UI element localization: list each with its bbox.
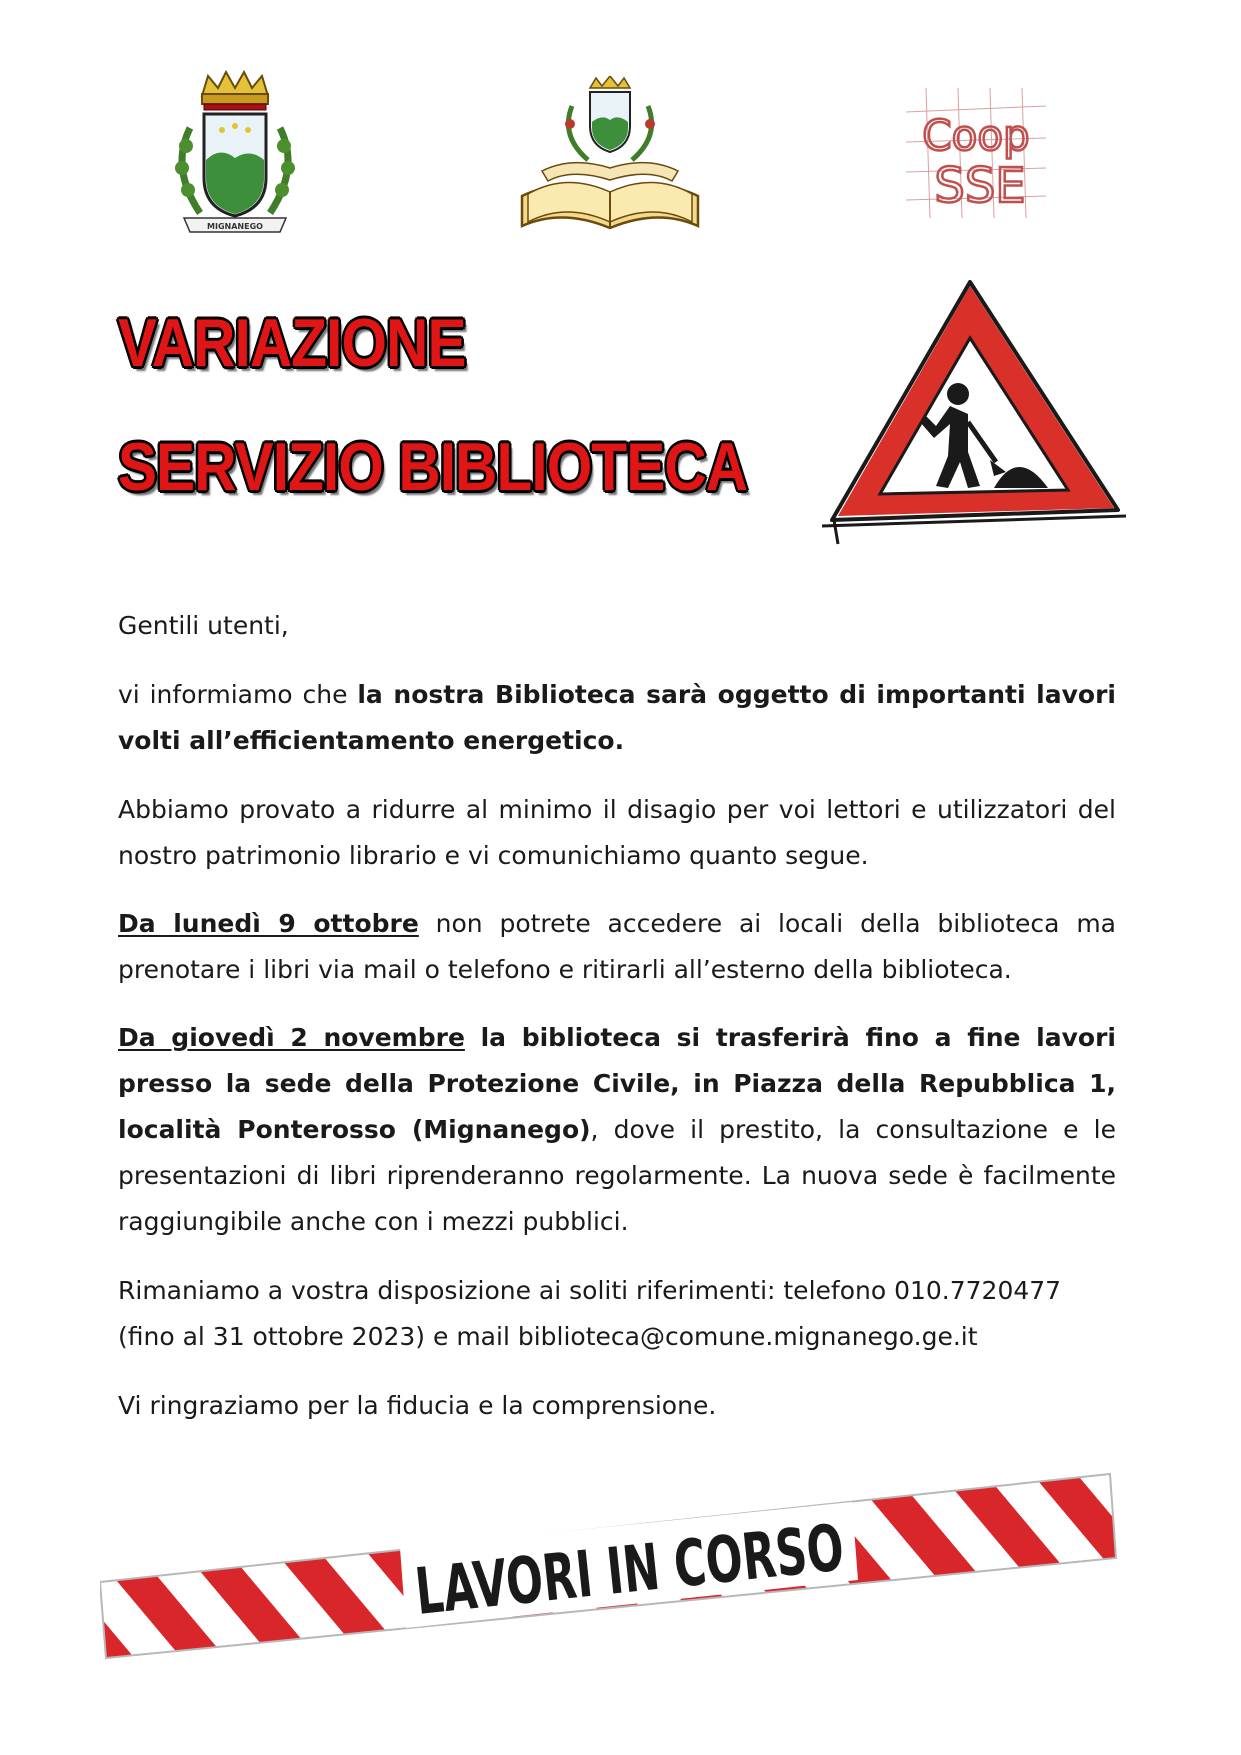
mignanego-coat-of-arms-logo: [160, 68, 310, 238]
title-line-1: VARIAZIONE: [118, 305, 466, 381]
november-date: Da giovedì 2 novembre: [118, 1023, 465, 1052]
coop-sse-logo: [896, 82, 1056, 222]
november-paragraph: [118, 1015, 1116, 1245]
october-date: Da lunedì 9 ottobre: [118, 909, 419, 938]
intro-bold-text: la nostra Biblioteca sarà oggetto di importanti lavori volti all’efficientamento energetico.: [118, 680, 1116, 755]
contacts-paragraph: Rimaniamo a vostra disposizione ai soliti riferimenti: telefono 010.7720477 (fino al 31 ottobre 2023) e mail biblioteca@comune.mignanego.ge.it: [118, 1276, 1062, 1351]
svg-text:Coop: Coop: [922, 111, 1030, 160]
thanks-paragraph: Vi ringraziamo per la fiducia e la comprensione.: [118, 1391, 717, 1420]
tape-label: LAVORI IN CORSO: [411, 1489, 1052, 1630]
library-emblem-logo: [512, 76, 708, 242]
title-line-2: SERVIZIO BIBLIOTECA: [118, 429, 748, 505]
lavori-in-corso-tape: [100, 1452, 1120, 1672]
apology-paragraph: Abbiamo provato a ridurre al minimo il disagio per voi lettori e utilizzatori del nostro patrimonio librario e vi comunichiamo quanto segue.: [118, 795, 1116, 870]
november-bold-text: la biblioteca si trasferirà fino a fine lavori presso la sede della Protezione Civile, in Piazza della Repubblica 1, località Ponterosso (Mignanego): [118, 1023, 1116, 1144]
road-works-warning-sign-icon: [818, 276, 1130, 556]
svg-text:SSE: SSE: [934, 158, 1026, 214]
intro-plain-text: vi informiamo che: [118, 680, 358, 709]
november-text: , dove il prestito, la consultazione e le presentazioni di libri riprenderanno regolarmente. La nuova sede è facilmente raggiungibile anche con i mezzi pubblici.: [118, 1115, 1116, 1236]
october-paragraph: [118, 901, 1116, 993]
october-text: non potrete accedere ai locali della biblioteca ma prenotare i libri via mail o telefono e ritirarli all’esterno della biblioteca.: [118, 909, 1116, 984]
logo-caption: MIGNANEGO: [207, 222, 263, 231]
intro-paragraph: [118, 672, 1116, 764]
greeting-paragraph: Gentili utenti,: [118, 611, 289, 640]
